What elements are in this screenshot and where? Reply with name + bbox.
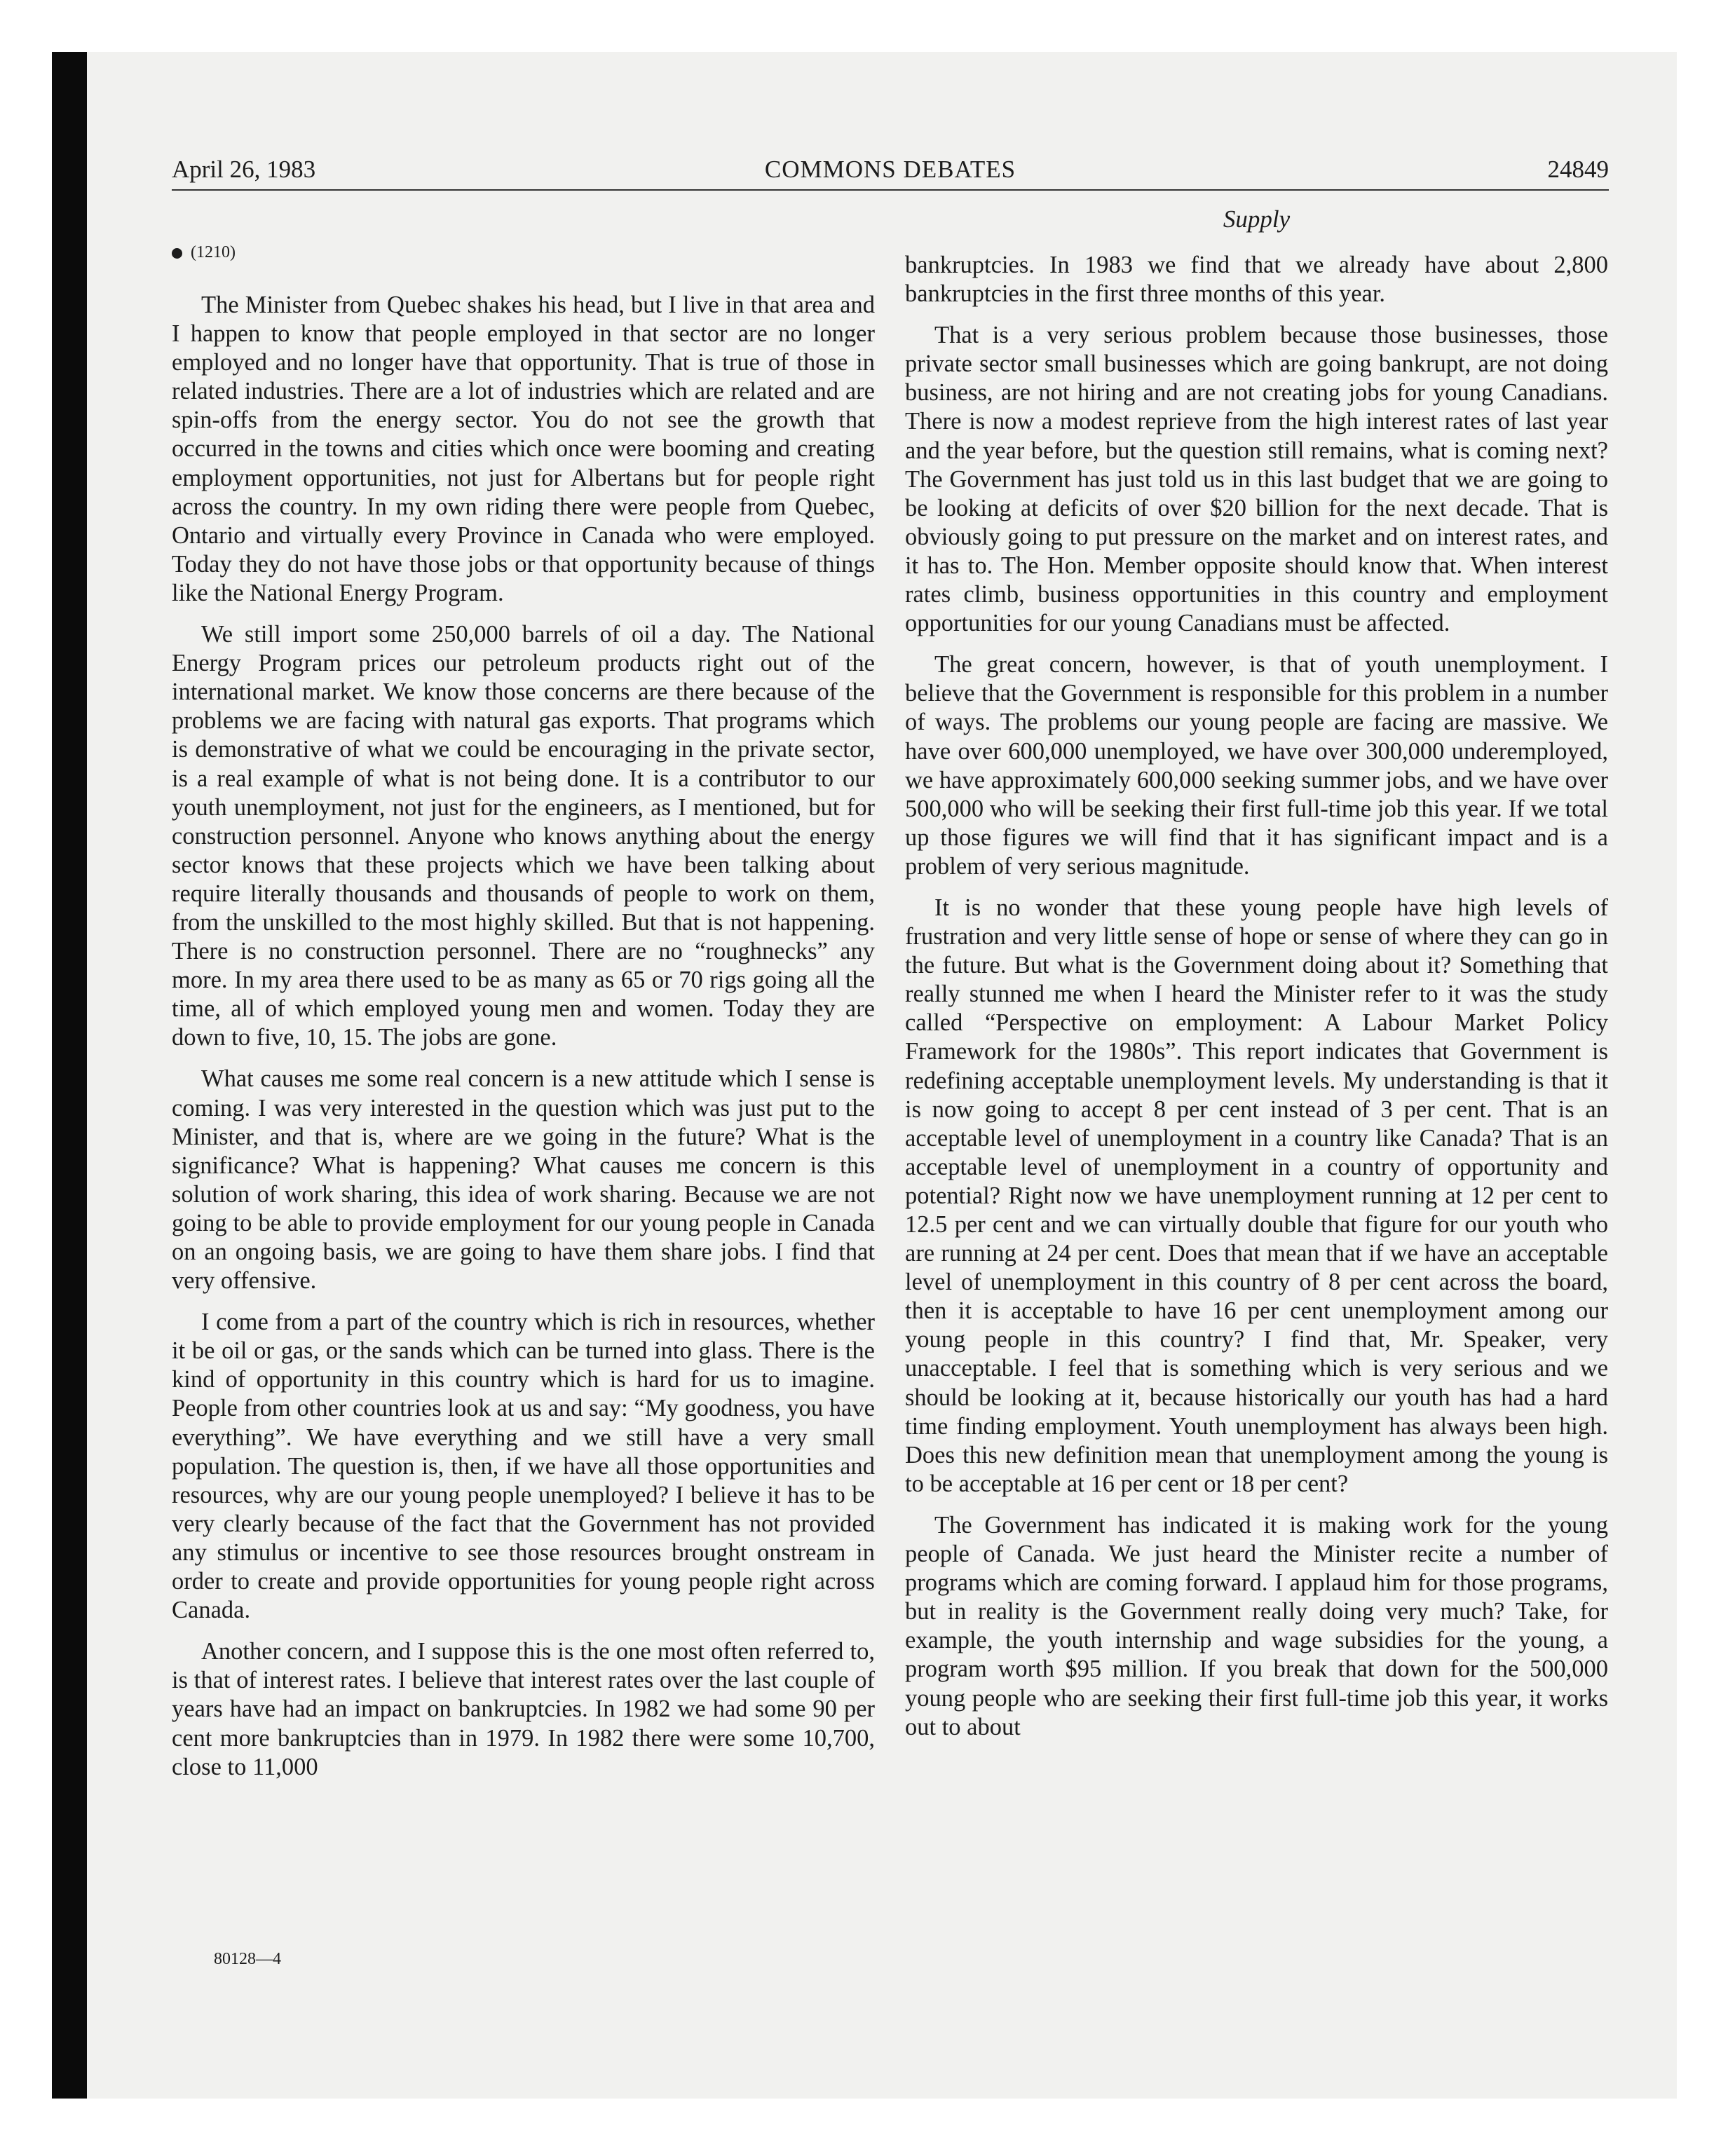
header-date: April 26, 1983 [172,156,316,183]
paragraph: The great concern, however, is that of youth unemployment. I believe that the Government is responsible for this problem in a number of ways. The problems our young people are facing are massive. We have over 600,000 unemployed, we have over 300,000 underemployed, we have approximately 600,000 seeking summer jobs, and we have over 500,000 who will be seeking their first full-time job this year. If we total up those figures we will find that it has significant impact and is a problem of very serious magnitude. [905,651,1608,880]
page-header [172,154,1609,191]
section-title: Supply [1223,205,1291,233]
paragraph: Another concern, and I suppose this is the one most often referred to, is that of interest rates. I believe that interest rates over the last couple of years have had an impact on bankruptcies. In 1982 we had some 90 per cent more bankruptcies than in 1979. In 1982 there were some 10,700, close to 11,000 [172,1638,875,1780]
footer-code: 80128—4 [214,1950,281,1968]
header-title: COMMONS DEBATES [764,156,1016,183]
time-marker-label: (1210) [191,243,236,261]
scan-edge [52,52,87,2099]
paragraph: The Government has indicated it is making work for the young people of Canada. We just heard the Minister recite a number of programs which are coming forward. I applaud him for those programs, but in reality is the Government really doing very much? Take, for example, the youth internship and wage subsidies for the young, a program worth $95 million. If you break that down for the 500,000 young people who are seeking their first full-time job this year, it works out to about [905,1511,1608,1740]
paragraph: What causes me some real concern is a new attitude which I sense is coming. I was very interested in the question which was just put to the Minister, and that is, where are we going in the future? What is the significance? What is happening? What causes me concern is this solution of work sharing, this idea of work sharing. Because we are not going to be able to provide employment for our young people in Canada on an ongoing basis, we are going to have them share jobs. I find that very offensive. [172,1065,875,1295]
paragraph: The Minister from Quebec shakes his head, but I live in that area and I happen to know that people employed in that sector are no longer employed and no longer have that opportunity. That is true of those in related industries. There are a lot of industries which are related and are spin-offs from the energy sector. You do not see the growth that occurred in the towns and cities which once were booming and creating employment opportunities, not just for Albertans but for people right across the country. In my own riding there were people from Quebec, Ontario and virtually every Province in Canada who were employed. Today they do not have those jobs or that opportunity because of things like the National Energy Program. [172,292,875,606]
paragraph: I come from a part of the country which is rich in resources, whether it be oil or gas, or the sands which can be turned into glass. There is the kind of opportunity in this country which is hard for us to imagine. People from other countries look at us and say: “My goodness, you have everything”. We have everything and we still have a very small population. The question is, then, if we have all those opportunities and resources, why are our young people unemployed? I believe it has to be very clearly because of the fact that the Government has not provided any stimulus or incentive to see those resources brought onstream in order to create and provide opportunities for young people right across Canada. [172,1309,875,1624]
time-marker [172,242,875,263]
paragraph: bankruptcies. In 1983 we find that we already have about 2,800 bankruptcies in the first three months of this year. [905,252,1608,308]
bullet-icon [172,248,182,259]
paragraph: That is a very serious problem because those businesses, those private sector small businesses which are going bankrupt, are not doing business, are not hiring and are not creating jobs for young Canadians. There is now a modest reprieve from the high interest rates of last year and the year before, but the question still remains, what is coming next? The Government has just told us in this last budget that we are going to be looking at deficits of over $20 billion for the next decade. That is obviously going to put pressure on the market and on interest rates, and it has to. The Hon. Member opposite should know that. When interest rates climb, business opportunities in this country and employment opportunities for our young Canadians must be affected. [905,322,1608,637]
paragraph: We still import some 250,000 barrels of oil a day. The National Energy Program prices our petroleum products right out of the international market. We know those concerns are there because of the problems we are facing with natural gas exports. That programs which is demonstrative of what we could be encouraging in the private sector, is a real example of what is not being done. It is a contributor to our youth unemployment, not just for the engineers, as I mentioned, but for construction personnel. Anyone who knows anything about the energy sector knows that these projects which we have been talking about require literally thousands and thousands of people to work on them, from the unskilled to the most highly skilled. But that is not happening. There is no construction personnel. There are no “roughnecks” any more. In my area there used to be as many as 65 or 70 rigs going all the time, all of which employed young men and women. Today they are down to five, 10, 15. The jobs are gone. [172,621,875,1051]
paragraph: It is no wonder that these young people have high levels of frustration and very little sense of hope or sense of where they can go in the future. But what is the Government doing about it? Something that really stunned me when I heard the Minister refer to it was the study called “Perspective on employment: A Labour Market Policy Framework for the 1980s”. This report indicates that Government is redefining acceptable unemployment levels. My understanding is that it is now going to accept 8 per cent instead of 3 per cent. That is an acceptable level of unemployment in a country like Canada? That is an acceptable level of unemployment in a country of opportunity and potential? Right now we have unemployment running at 12 per cent to 12.5 per cent and we can virtually double that figure for our youth who are running at 24 per cent. Does that mean that if we have an acceptable level of unemployment in this country of 8 per cent across the board, then it is acceptable to have 16 per cent unemployment among our young people in this country? I find that, Mr. Speaker, very unacceptable. I feel that is something which is very serious and we should be looking at it, because historically our youth has had a hard time finding employment. Youth unemployment has always been high. Does this new definition mean that unemployment among the young is to be acceptable at 16 per cent or 18 per cent? [905,894,1608,1497]
page-number: 24849 [1547,156,1609,183]
left-column [172,242,875,1794]
right-column [905,251,1608,1754]
